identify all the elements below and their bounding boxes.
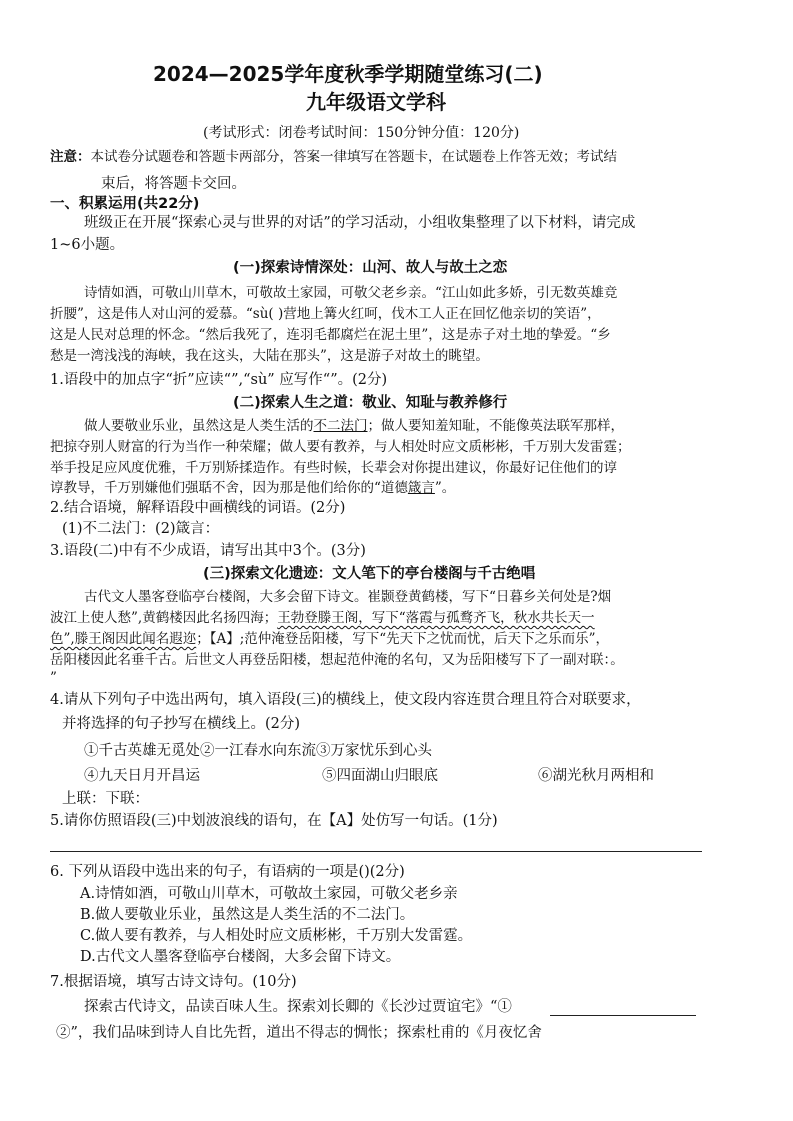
question-6-option-a: A.诗情如酒，可敬山川草木，可敬故土家园，可敬父老乡亲 (80, 886, 458, 902)
question-4-option-6: ⑥湖光秋月两相和 (538, 768, 654, 784)
notice-line-1 (50, 147, 617, 167)
answer-line (50, 851, 702, 852)
question-5: 5.请你仿照语段(三)中划波浪线的语句，在【A】处仿写一句话。(1分) (50, 813, 498, 829)
notice-line-2: 束后，将答题卡交回。 (101, 176, 246, 192)
wavy-sentence: 王勃登滕王阁，写下“落霞与孤鹜齐飞，秋水共长天一 (277, 610, 595, 626)
section-intro-2: 1~6小题。 (50, 237, 125, 253)
part2-text: 谆教导，千万别嫌他们强聒不舍，因为那是他们给你的“道德 (50, 480, 408, 496)
question-4-line-2: 并将选择的句子抄写在横线上。(2分) (62, 716, 301, 732)
part2-text: ；做人要知羞知耻，不能像英法联军那样， (367, 418, 624, 434)
question-7-stem: 7.根据语境，填写古诗文诗句。(10分) (50, 974, 297, 990)
exam-info: (考试形式：闭卷考试时间：150分钟分值：120分) (203, 125, 520, 141)
part3-line-4: 岳阳楼因此名垂千古。后世文人再登岳阳楼，想起范仲淹的名句，又为岳阳楼写下了一副对联：。 (50, 652, 624, 668)
underlined-term-1: 不二法门 (313, 418, 368, 434)
part2-heading: (二)探索人生之道：敬业、知耻与教养修行 (233, 395, 508, 411)
question-3: 3.语段(二)中有不少成语，请写出其中3个。(3分) (50, 543, 366, 559)
section-heading: 一、积累运用(共22分) (50, 196, 200, 212)
part3-line-2 (50, 608, 595, 628)
part2-line-2: 把掠夺别人财富的行为当作一种荣耀；做人要有教养，与人相处时应文质彬彬，千万别大发雷霆； (50, 439, 631, 455)
question-2-sub: (1)不二法门：(2)箴言： (62, 521, 220, 537)
question-6-option-c: C.做人要有教养，与人相处时应文质彬彬，千万别大发雷霆。 (80, 928, 473, 944)
part1-line-1: 诗情如酒，可敬山川草木，可敬故土家园，可敬父老乡亲。“江山如此多娇，引无数英雄竞 (84, 285, 618, 301)
exam-subtitle: 九年级语文学科 (306, 90, 446, 114)
question-4-couplet: 上联：下联： (62, 791, 149, 807)
part2-line-3: 举手投足应风度优雅，千万别矫揉造作。有些时候，长辈会对你提出建议，你最好记住他们的谆 (50, 460, 617, 476)
exam-title: 2024—2025学年度秋季学期随堂练习(二) (153, 62, 543, 86)
question-2: 2.结合语境，解释语段中画横线的词语。(2分) (50, 500, 346, 516)
part2-text: 做人要敬业乐业，虽然这是人类生活的 (84, 418, 314, 434)
part1-heading: (一)探索诗情深处：山河、故人与故土之恋 (233, 260, 508, 276)
part3-heading: (三)探索文化遗迹：文人笔下的亭台楼阁与千古绝唱 (203, 566, 536, 582)
question-4-option-5: ⑤四面湖山归眼底 (322, 768, 438, 784)
section-intro-1: 班级正在开展“探索心灵与世界的对话”的学习活动，小组收集整理了以下材料，请完成 (84, 215, 636, 231)
question-6-option-d: D.古代文人墨客登临亭台楼阁，大多会留下诗文。 (80, 949, 401, 965)
part3-text: 波江上使人愁”,黄鹤楼因此名扬四海； (50, 610, 278, 626)
question-4-option-4: ④九天日月开昌运 (84, 768, 200, 784)
part3-line-3 (50, 629, 609, 649)
part1-line-3: 这是人民对总理的怀念。“然后我死了，连羽毛都腐烂在泥土里”，这是赤子对土地的挚爱。“乡 (50, 327, 611, 343)
question-6-stem: 6. 下列从语段中选出来的句子，有语病的一项是()(2分) (50, 864, 405, 880)
part1-line-4: 愁是一湾浅浅的海峡，我在这头，大陆在那头”，这是游子对故土的眺望。 (50, 348, 489, 364)
part3-line-1: 古代文人墨客登临亭台楼阁，大多会留下诗文。崔颢登黄鹤楼，写下“日暮乡关何处是?烟 (84, 589, 612, 605)
answer-blank (550, 1015, 696, 1016)
part1-line-2: 折腰”，这是伟人对山河的爱慕。“sù( )营地上篝火红呵，伐木工人正在回忆他亲切的笑语”， (50, 306, 601, 322)
part2-text: ”。 (434, 480, 456, 496)
notice-text: 本试卷分试题卷和答题卡两部分，答案一律填写在答题卡，在试题卷上作答无效；考试结 (90, 149, 617, 165)
question-6-option-b: B.做人要敬业乐业，虽然这是人类生活的不二法门。 (80, 907, 415, 923)
question-7-line-2: ②”，我们品味到诗人自比先哲，道出不得志的惆怅；探索杜甫的《月夜忆舍 (56, 1025, 542, 1041)
question-7-line-1: 探索古代诗文，品读百味人生。探索刘长卿的《长沙过贾谊宅》“① (84, 999, 512, 1015)
underlined-term-2: 箴言 (407, 480, 435, 496)
part3-line-5: ” (50, 670, 57, 686)
notice-label: 注意： (50, 149, 91, 165)
question-4-line-1: 4.请从下列句子中选出两句，填入语段(三)的横线上，使文段内容连贯合理且符合对联要求， (50, 692, 641, 708)
part2-line-1 (84, 416, 624, 436)
question-1: 1.语段中的加点字“折”应读“”,“sù” 应写作“”。(2分) (50, 372, 388, 388)
wavy-sentence: 色”,滕王阁因此闻名遐迩 (50, 631, 197, 647)
part2-line-4 (50, 478, 455, 498)
question-4-options-1: ①千古英雄无觅处②一江春水向东流③万家忧乐到心头 (84, 743, 432, 759)
part3-text: ；【A】;范仲淹登岳阳楼，写下“先天下之忧而忧，后天下之乐而乐”， (196, 631, 610, 647)
